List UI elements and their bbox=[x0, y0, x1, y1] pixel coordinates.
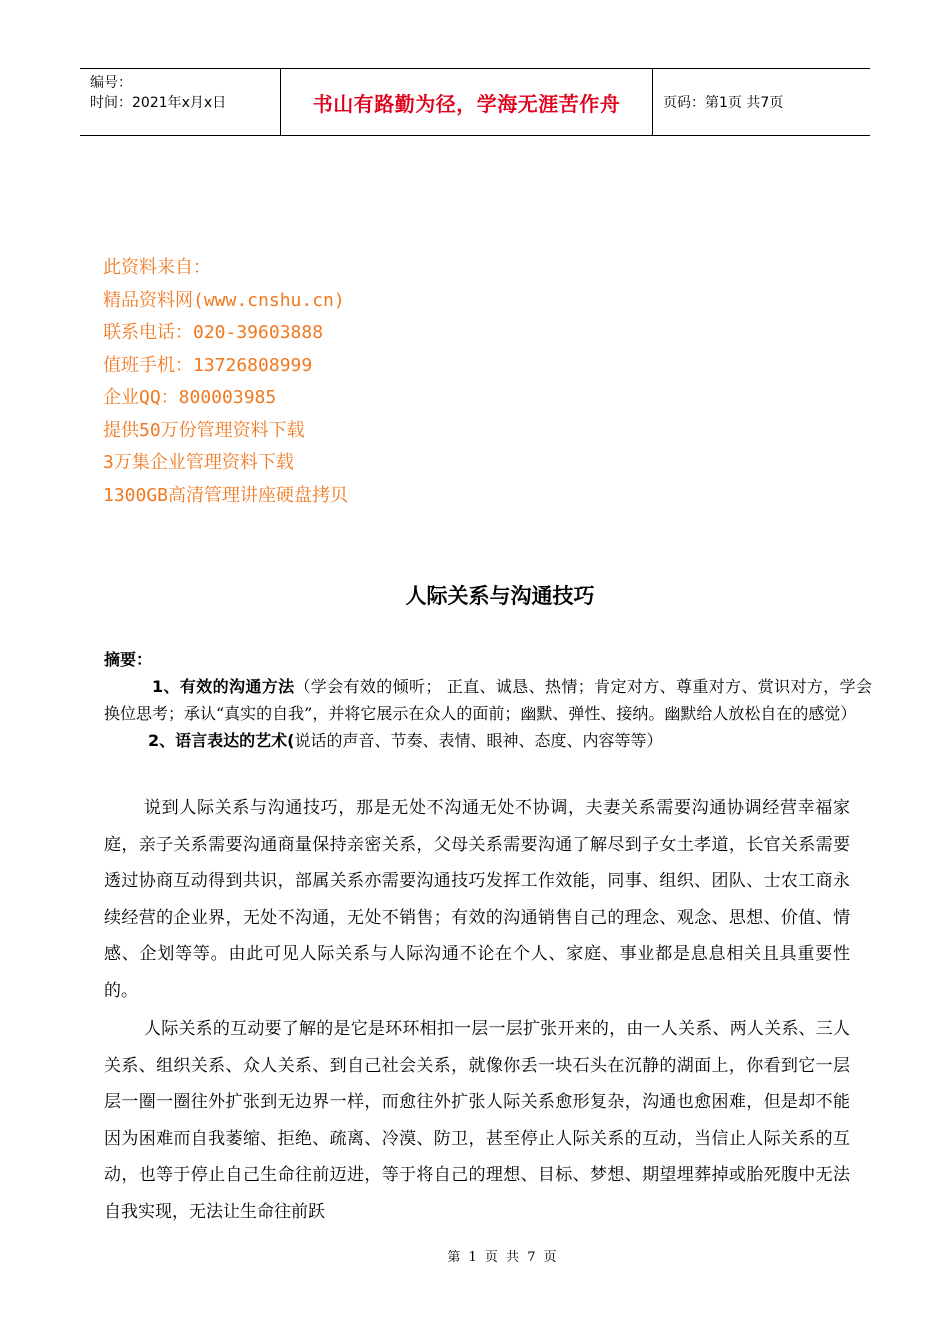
date-label: 时间：2021年x月x日 bbox=[90, 95, 227, 111]
header-page-info: 页码：第1页 共7页 bbox=[663, 95, 784, 111]
header-motto: 书山有路勤为径，学海无涯苦作舟 bbox=[281, 69, 653, 135]
abstract-item-2-heading: 2、语言表达的艺术( bbox=[148, 731, 295, 750]
abstract-label: 摘要： bbox=[104, 650, 153, 669]
abstract-item-2 bbox=[104, 727, 872, 754]
promo-line: 精品资料网(www.cnshu.cn) bbox=[103, 289, 345, 311]
promo-line: 值班手机：13726808999 bbox=[103, 354, 313, 376]
promo-line: 3万集企业管理资料下载 bbox=[103, 452, 294, 473]
body-paragraph: 说到人际关系与沟通技巧，那是无处不沟通无处不协调，夫妻关系需要沟通协调经营幸福家庭，亲子关系需要沟通商量保持亲密关系，父母关系需要沟通了解尽到子女土孝道，长官关系需要透过协商互动得到共识，部属关系亦需要沟通技巧发挥工作效能，同事、组织、团队、士农工商永续经营的企业界，无处不沟通，无处不销售；有效的沟通销售自己的理念、观念、思想、价值、情感、企划等等。由此可见人际关系与人际沟通不论在个人、家庭、事业都是息息相关且具重要性的。 bbox=[104, 798, 850, 1001]
page-header bbox=[80, 68, 870, 136]
promo-line: 此资料来自： bbox=[103, 257, 211, 278]
promo-line: 企业QQ：800003985 bbox=[103, 387, 277, 408]
promo-line: 1300GB高清管理讲座硬盘拷贝 bbox=[103, 484, 349, 506]
abstract-item-1-text: （学会有效的倾听； 正直、诚恳、热情；肯定对方、尊重对方、赏识对方，学会换位思考；承认“真实的自我”，并将它展示在众人的面前；幽默、弹性、接纳。幽默给人放松自在的感觉） bbox=[104, 677, 872, 723]
abstract-item-1-heading: 1、有效的沟通方法 bbox=[152, 677, 295, 696]
document-title: 人际关系与沟通技巧 bbox=[405, 584, 595, 608]
header-meta-cell bbox=[80, 69, 281, 135]
promo-line: 联系电话：020-39603888 bbox=[103, 322, 324, 343]
body-paragraph: 人际关系的互动要了解的是它是环环相扣一层一层扩张开来的，由一人关系、两人关系、三人关系、组织关系、众人关系、到自己社会关系，就像你丢一块石头在沉静的湖面上，你看到它一层层一圈一圈往外扩张到无边界一样，而愈往外扩张人际关系愈形复杂，沟通也愈困难，但是却不能因为困难而自我萎缩、拒绝、疏离、冷漠、防卫，甚至停止人际关系的互动，当信止人际关系的互动，也等于停止自己生命往前迈进，等于将自己的理想、目标、梦想、期望埋葬掉或胎死腹中无法自我实现，无法让生命往前跃 bbox=[104, 1019, 850, 1222]
body-section bbox=[104, 790, 850, 1230]
abstract-item-1 bbox=[104, 673, 872, 727]
abstract-item-2-text: 说话的声音、节奏、表情、眼神、态度、内容等等） bbox=[294, 731, 663, 750]
serial-label: 编号： bbox=[90, 75, 132, 91]
page-footer: 第 1 页 共 7 页 bbox=[447, 1250, 559, 1265]
promo-line: 提供50万份管理资料下载 bbox=[103, 419, 305, 441]
promo-block bbox=[103, 252, 348, 512]
abstract-section bbox=[104, 646, 872, 754]
